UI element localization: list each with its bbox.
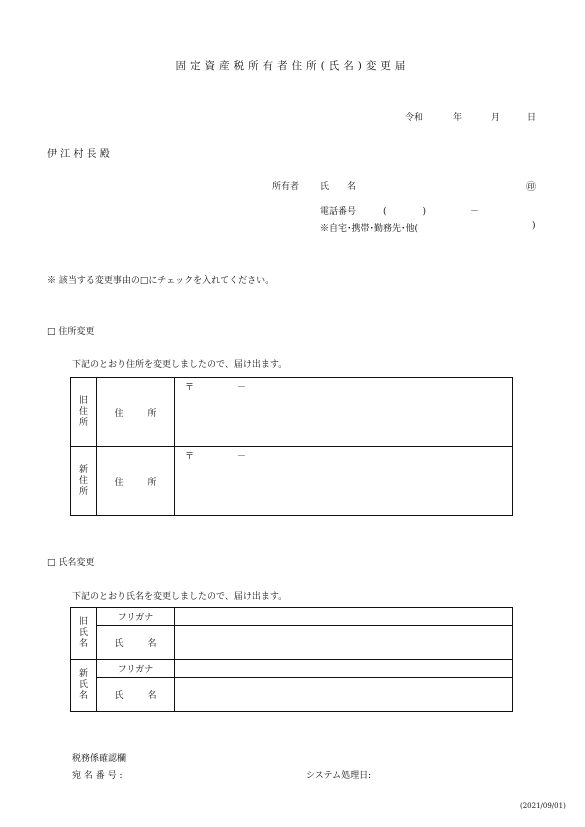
new-address-row bbox=[71, 447, 513, 516]
new-address-label bbox=[97, 447, 175, 516]
new-name-side bbox=[71, 660, 97, 712]
seal-mark: ㊞ bbox=[526, 182, 536, 193]
old-name-char: 氏 bbox=[78, 628, 88, 638]
new-name-char: 名 bbox=[78, 691, 88, 701]
phone-dash: － bbox=[470, 207, 480, 217]
check-note: ※ 該当する変更事由の□にチェックを入れてください。 bbox=[47, 276, 275, 286]
old-address-char: 住 bbox=[78, 406, 88, 417]
owner-label: 所有者 bbox=[272, 182, 300, 192]
label-char: 氏 bbox=[114, 691, 124, 701]
label-char: 氏 bbox=[114, 639, 124, 649]
new-address-char: 所 bbox=[78, 486, 88, 497]
old-name-label bbox=[97, 626, 175, 660]
address-table bbox=[70, 377, 513, 516]
name-change-intro: 下記のとおり氏名を変更しましたので、届け出ます。 bbox=[72, 592, 288, 602]
postal-mark: 〒 bbox=[185, 452, 195, 462]
new-name-char: 新 bbox=[78, 669, 88, 679]
phone-area-code: ( ) bbox=[383, 207, 427, 217]
old-address-field[interactable] bbox=[175, 378, 513, 447]
date-era: 令和 bbox=[405, 113, 424, 123]
new-furigana-field[interactable] bbox=[175, 660, 513, 678]
date-year: 年 bbox=[453, 113, 463, 123]
new-address-field[interactable] bbox=[175, 447, 513, 516]
system-date-label: システム処理日: bbox=[306, 771, 372, 781]
form-title: 固定資産税所有者住所(氏名)変更届 bbox=[175, 60, 410, 72]
label-char: 名 bbox=[147, 639, 157, 649]
new-address-char: 住 bbox=[78, 475, 88, 486]
old-name-row bbox=[71, 626, 513, 660]
phone-type: ※自宅･携帯･勤務先･他( bbox=[320, 224, 419, 234]
new-name-field[interactable] bbox=[175, 678, 513, 712]
addressee: 伊 江 村 長 殿 bbox=[47, 149, 110, 160]
phone-type-close: ) bbox=[532, 221, 536, 231]
new-furigana-label: フリガナ bbox=[97, 660, 175, 678]
new-name-row bbox=[71, 678, 513, 712]
label-char: 名 bbox=[147, 691, 157, 701]
label-char: 住 bbox=[114, 408, 124, 419]
new-name-label bbox=[97, 678, 175, 712]
date-month: 月 bbox=[491, 113, 501, 123]
date-day: 日 bbox=[527, 113, 537, 123]
old-address-row bbox=[71, 378, 513, 447]
postal-mark: 〒 bbox=[185, 383, 195, 393]
name-change-heading: □ 氏名変更 bbox=[47, 558, 95, 568]
phone-label: 電話番号 bbox=[320, 207, 357, 217]
old-address-label bbox=[97, 378, 175, 447]
old-address-side bbox=[71, 378, 97, 447]
old-furigana-row bbox=[71, 608, 513, 626]
owner-name-label: 氏 名 bbox=[320, 182, 357, 192]
new-name-char: 氏 bbox=[78, 680, 88, 690]
label-char: 住 bbox=[114, 477, 124, 488]
name-table bbox=[70, 607, 513, 712]
address-change-intro: 下記のとおり住所を変更しましたので、届け出ます。 bbox=[72, 360, 288, 370]
old-name-char: 名 bbox=[78, 639, 88, 649]
old-address-char: 所 bbox=[78, 417, 88, 428]
old-name-field[interactable] bbox=[175, 626, 513, 660]
new-address-char: 新 bbox=[78, 464, 88, 475]
postal-dash: － bbox=[237, 452, 247, 462]
old-furigana-field[interactable] bbox=[175, 608, 513, 626]
label-char: 所 bbox=[147, 477, 157, 488]
recipient-number-label: 宛 名 番 号 : bbox=[72, 771, 123, 781]
postal-dash: － bbox=[237, 383, 247, 393]
new-furigana-row bbox=[71, 660, 513, 678]
form-version: (2021/09/01) bbox=[520, 802, 566, 810]
address-change-heading: □ 住所変更 bbox=[47, 327, 95, 337]
old-address-char: 旧 bbox=[78, 395, 88, 406]
old-name-side bbox=[71, 608, 97, 660]
old-name-char: 旧 bbox=[78, 617, 88, 627]
old-furigana-label: フリガナ bbox=[97, 608, 175, 626]
label-char: 所 bbox=[147, 408, 157, 419]
new-address-side bbox=[71, 447, 97, 516]
office-heading: 税務係確認欄 bbox=[72, 754, 127, 764]
